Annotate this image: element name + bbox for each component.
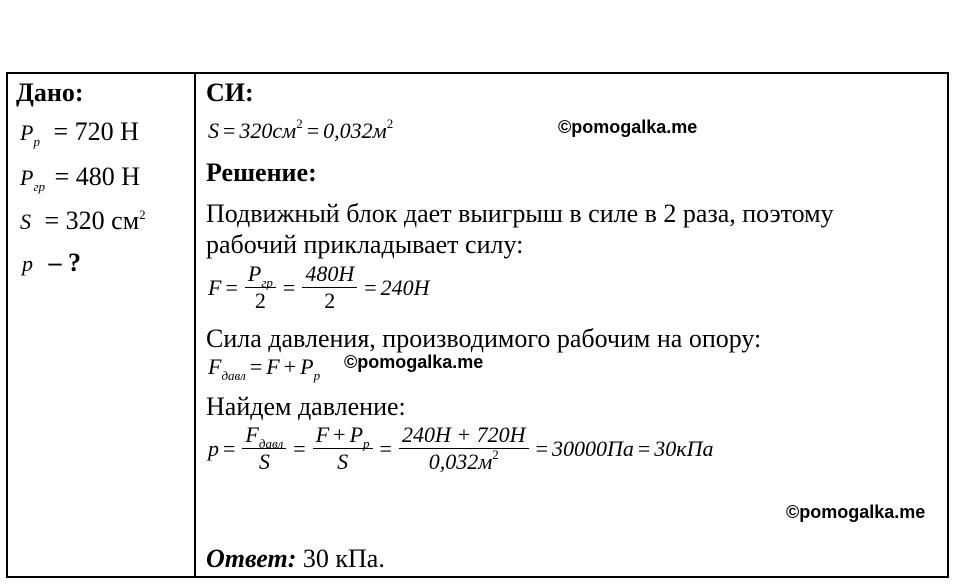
watermark: ©pomogalka.me bbox=[558, 117, 698, 137]
formula-operator: = bbox=[225, 274, 238, 300]
watermark: ©pomogalka.me bbox=[344, 352, 484, 372]
formula-symbol: S bbox=[208, 118, 219, 143]
given-symbol: P bbox=[20, 165, 34, 190]
formula-subscript: давл bbox=[221, 368, 246, 383]
formula-symbol: F bbox=[208, 354, 222, 379]
frac-numerator: P bbox=[349, 422, 364, 447]
formula-operator: + bbox=[283, 354, 297, 379]
given-symbol: P bbox=[20, 120, 34, 145]
given-subscript: р bbox=[33, 134, 40, 149]
formula-superscript: 2 bbox=[296, 116, 303, 131]
frac-subscript: давл bbox=[258, 436, 284, 451]
given-item-pressure bbox=[22, 248, 81, 278]
given-value: – ? bbox=[48, 248, 81, 277]
given-symbol: p bbox=[22, 251, 33, 276]
solution-text-line: Сила давления, производимого рабочим на опору: bbox=[206, 324, 762, 353]
frac-denominator: 2 bbox=[254, 288, 266, 314]
given-title: Дано: bbox=[16, 78, 84, 107]
formula-result: 30000Па bbox=[551, 435, 634, 461]
frac-denominator: S bbox=[337, 449, 349, 475]
frac-numerator: F bbox=[315, 422, 330, 447]
formula-term: 320см bbox=[239, 118, 297, 143]
solution-text-line: Подвижный блок дает выигрыш в силе в 2 раза, поэтому bbox=[206, 199, 834, 228]
formula-result: 30кПа bbox=[654, 435, 714, 461]
frac-denominator: S bbox=[258, 449, 270, 475]
frac-subscript: гр bbox=[261, 275, 273, 290]
column-divider bbox=[194, 72, 196, 578]
fraction bbox=[242, 423, 286, 474]
solution-text-line: рабочий прикладывает силу: bbox=[206, 230, 524, 259]
pressure-formula: p = $\frac{F_{давл}}{S}$ = $\frac{F + P_р}{S}$ = $\frac{240Н + 720Н}{0,032м^2}$ = 30000Па = 30кПа bbox=[208, 422, 714, 475]
given-symbol: S bbox=[20, 209, 31, 234]
frac-numerator: 240Н + 720Н bbox=[399, 423, 529, 449]
formula-term: P bbox=[300, 354, 314, 379]
frac-superscript: 2 bbox=[492, 447, 499, 463]
formula-operator: = bbox=[306, 118, 320, 143]
formula-operator: + bbox=[333, 422, 346, 447]
frac-subscript: р bbox=[363, 436, 370, 451]
formula-operator: = bbox=[282, 274, 296, 300]
given-superscript: 2 bbox=[139, 207, 146, 222]
given-value: = 720 Н bbox=[53, 117, 139, 146]
frac-numerator: F bbox=[245, 422, 259, 447]
frac-denominator: 0,032м bbox=[428, 449, 493, 475]
formula-operator: = bbox=[223, 118, 236, 143]
formula-superscript: 2 bbox=[386, 116, 394, 131]
formula-term: 0,032м bbox=[323, 118, 387, 143]
formula-subscript: р bbox=[313, 368, 321, 383]
solution-text-line: Найдем давление: bbox=[206, 392, 406, 421]
solution-title: Решение: bbox=[206, 158, 317, 187]
frac-denominator: 2 bbox=[324, 288, 336, 314]
frac-numerator: P bbox=[247, 261, 262, 286]
pressure-force-formula: $F_{давл} = F + P_р$ bbox=[208, 354, 321, 383]
formula-term: F bbox=[266, 354, 280, 379]
watermark: ©pomogalka.me bbox=[786, 502, 926, 522]
si-title: СИ: bbox=[206, 78, 254, 107]
fraction bbox=[313, 423, 373, 474]
force-formula bbox=[208, 262, 430, 313]
given-subscript: гр bbox=[33, 179, 46, 194]
formula-symbol: p bbox=[208, 435, 219, 461]
formula-result: 240Н bbox=[380, 274, 430, 300]
given-value: = 320 см bbox=[44, 206, 140, 235]
formula-symbol: F bbox=[208, 274, 222, 300]
frac-numerator: 480Н bbox=[302, 262, 357, 288]
given-item-weight-load bbox=[20, 162, 140, 192]
given-item-area bbox=[20, 206, 146, 236]
fraction bbox=[399, 423, 529, 474]
formula-operator: = bbox=[364, 274, 377, 300]
fraction bbox=[302, 262, 357, 313]
answer-value: 30 кПа. bbox=[302, 544, 385, 573]
answer-label: Ответ: bbox=[206, 544, 297, 573]
given-item-weight-worker bbox=[20, 117, 139, 147]
answer-line bbox=[206, 544, 385, 574]
fraction bbox=[245, 262, 276, 313]
si-formula bbox=[208, 118, 393, 144]
given-value: = 480 Н bbox=[54, 162, 140, 191]
